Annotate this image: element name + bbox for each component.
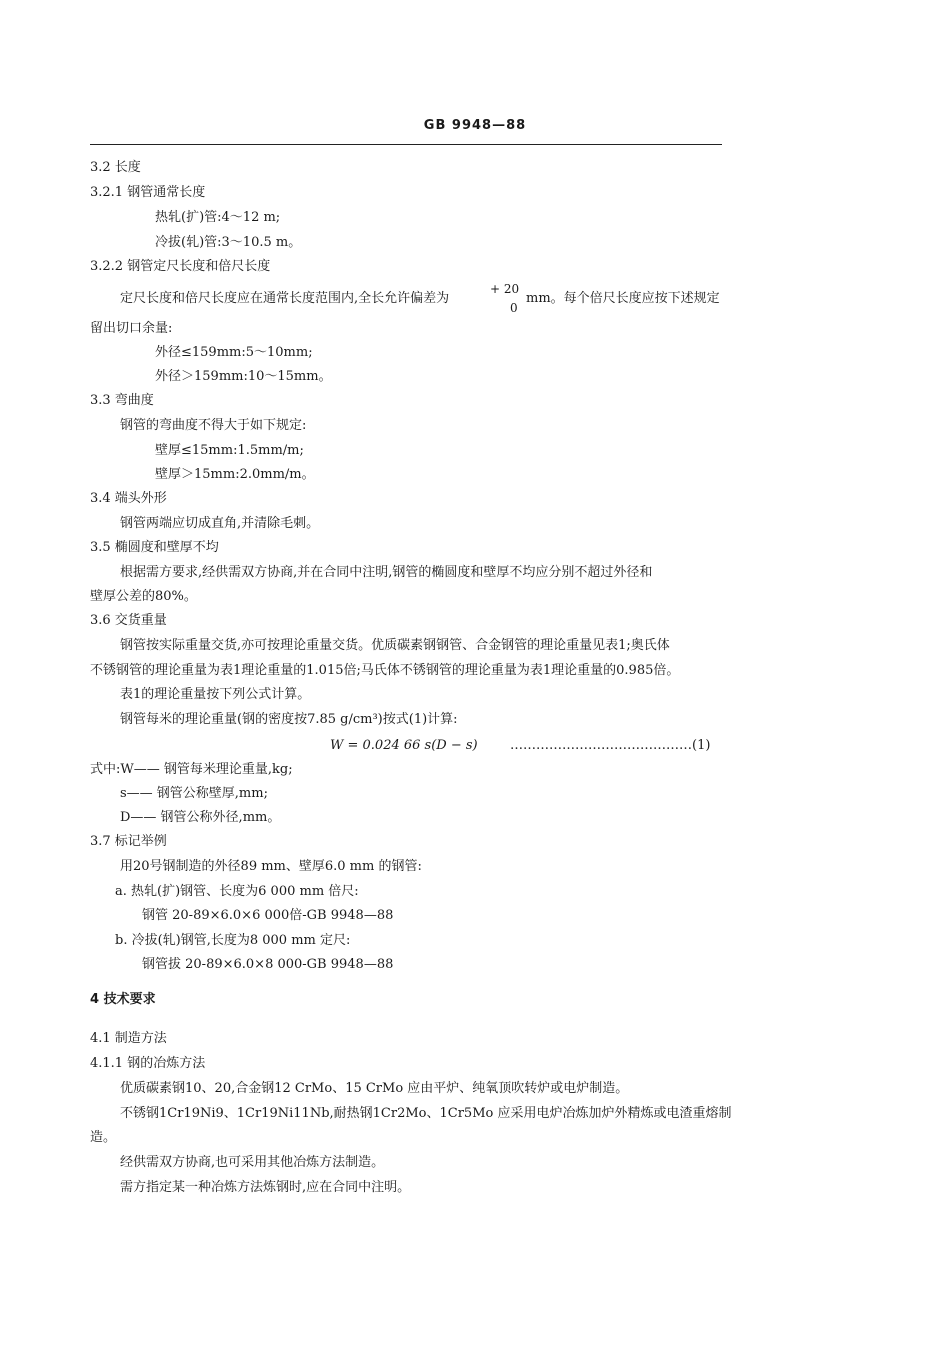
example-b: b. 冷拔(轧)钢管,长度为8 000 mm 定尺: (115, 933, 351, 948)
weight-formula: W = 0.024 66 s(D − s) (330, 738, 478, 753)
fixed-length-text-a: 定尺长度和倍尺长度应在通常长度范围内,全长允许偏差为 (120, 291, 450, 306)
section-3-2-2-heading: 3.2.2 钢管定尺长度和倍尺长度 (90, 259, 271, 274)
ends-text: 钢管两端应切成直角,并清除毛刺。 (120, 516, 320, 531)
smelting-text-1: 优质碳素钢10、20,合金钢12 CrMo、15 CrMo 应由平炉、纯氧顶吹转炉或电炉制造。 (120, 1081, 629, 1096)
weight-text-4: 钢管每米的理论重量(钢的密度按7.85 g/cm³)按式(1)计算: (120, 712, 458, 727)
ovality-text-2: 壁厚公差的80%。 (90, 589, 197, 604)
od-small-rule: 外径≤159mm:5～10mm; (155, 345, 313, 360)
example-intro: 用20号钢制造的外径89 mm、壁厚6.0 mm 的钢管: (120, 859, 422, 874)
fixed-length-text-b: mm。每个倍尺长度应按下述规定 (526, 291, 720, 306)
section-3-5-heading: 3.5 椭圆度和壁厚不均 (90, 540, 219, 555)
smelting-text-3: 造。 (90, 1130, 117, 1145)
tolerance-lower: 0 (510, 301, 518, 315)
section-3-2-heading: 3.2 长度 (90, 160, 141, 175)
section-3-3-heading: 3.3 弯曲度 (90, 393, 154, 408)
cut-margin-text: 留出切口余量: (90, 321, 173, 336)
tolerance-upper: + 20 (490, 282, 520, 296)
od-large-rule: 外径＞159mm:10～15mm。 (155, 369, 332, 384)
smelting-text-5: 需方指定某一种冶炼方法炼钢时,应在合同中注明。 (120, 1180, 411, 1195)
wall-small-rule: 壁厚≤15mm:1.5mm/m; (155, 443, 304, 458)
cold-drawn-length: 冷拔(轧)管:3～10.5 m。 (155, 235, 302, 250)
where-w: 式中:W—— 钢管每米理论重量,kg; (90, 762, 293, 777)
header-rule (90, 144, 722, 145)
section-4-heading: 4 技术要求 (90, 992, 156, 1007)
ovality-text-1: 根据需方要求,经供需双方协商,并在合同中注明,钢管的椭圆度和壁厚不均应分别不超过外径和 (120, 565, 653, 580)
formula-number: ……………………………………(1) (510, 738, 711, 753)
where-d: D—— 钢管公称外径,mm。 (120, 810, 281, 825)
example-a-marking: 钢管 20-89×6.0×6 000倍-GB 9948—88 (142, 908, 394, 923)
hot-rolled-length: 热轧(扩)管:4～12 m; (155, 210, 281, 225)
section-3-7-heading: 3.7 标记举例 (90, 834, 167, 849)
bend-intro: 钢管的弯曲度不得大于如下规定: (120, 418, 307, 433)
smelting-text-2: 不锈钢1Cr19Ni9、1Cr19Ni11Nb,耐热钢1Cr2Mo、1Cr5Mo 应采用电炉冶炼加炉外精炼或电渣重熔制 (120, 1106, 732, 1121)
section-4-1-1-heading: 4.1.1 钢的冶炼方法 (90, 1056, 206, 1071)
section-3-2-1-heading: 3.2.1 钢管通常长度 (90, 185, 206, 200)
weight-text-2: 不锈钢管的理论重量为表1理论重量的1.015倍;马氏体不锈钢管的理论重量为表1理论重量的0.985倍。 (90, 663, 680, 678)
section-3-6-heading: 3.6 交货重量 (90, 613, 167, 628)
smelting-text-4: 经供需双方协商,也可采用其他冶炼方法制造。 (120, 1155, 385, 1170)
example-b-marking: 钢管拔 20-89×6.0×8 000-GB 9948—88 (142, 957, 394, 972)
wall-large-rule: 壁厚＞15mm:2.0mm/m。 (155, 467, 315, 482)
example-a: a. 热轧(扩)钢管、长度为6 000 mm 倍尺: (115, 884, 359, 899)
where-s: s—— 钢管公称壁厚,mm; (120, 786, 268, 801)
section-3-4-heading: 3.4 端头外形 (90, 491, 167, 506)
page-header: GB 9948—88 (423, 118, 527, 133)
weight-text-3: 表1的理论重量按下列公式计算。 (120, 687, 311, 702)
weight-text-1: 钢管按实际重量交货,亦可按理论重量交货。优质碳素钢钢管、合金钢管的理论重量见表1;奥氏体 (120, 638, 670, 653)
section-4-1-heading: 4.1 制造方法 (90, 1031, 167, 1046)
